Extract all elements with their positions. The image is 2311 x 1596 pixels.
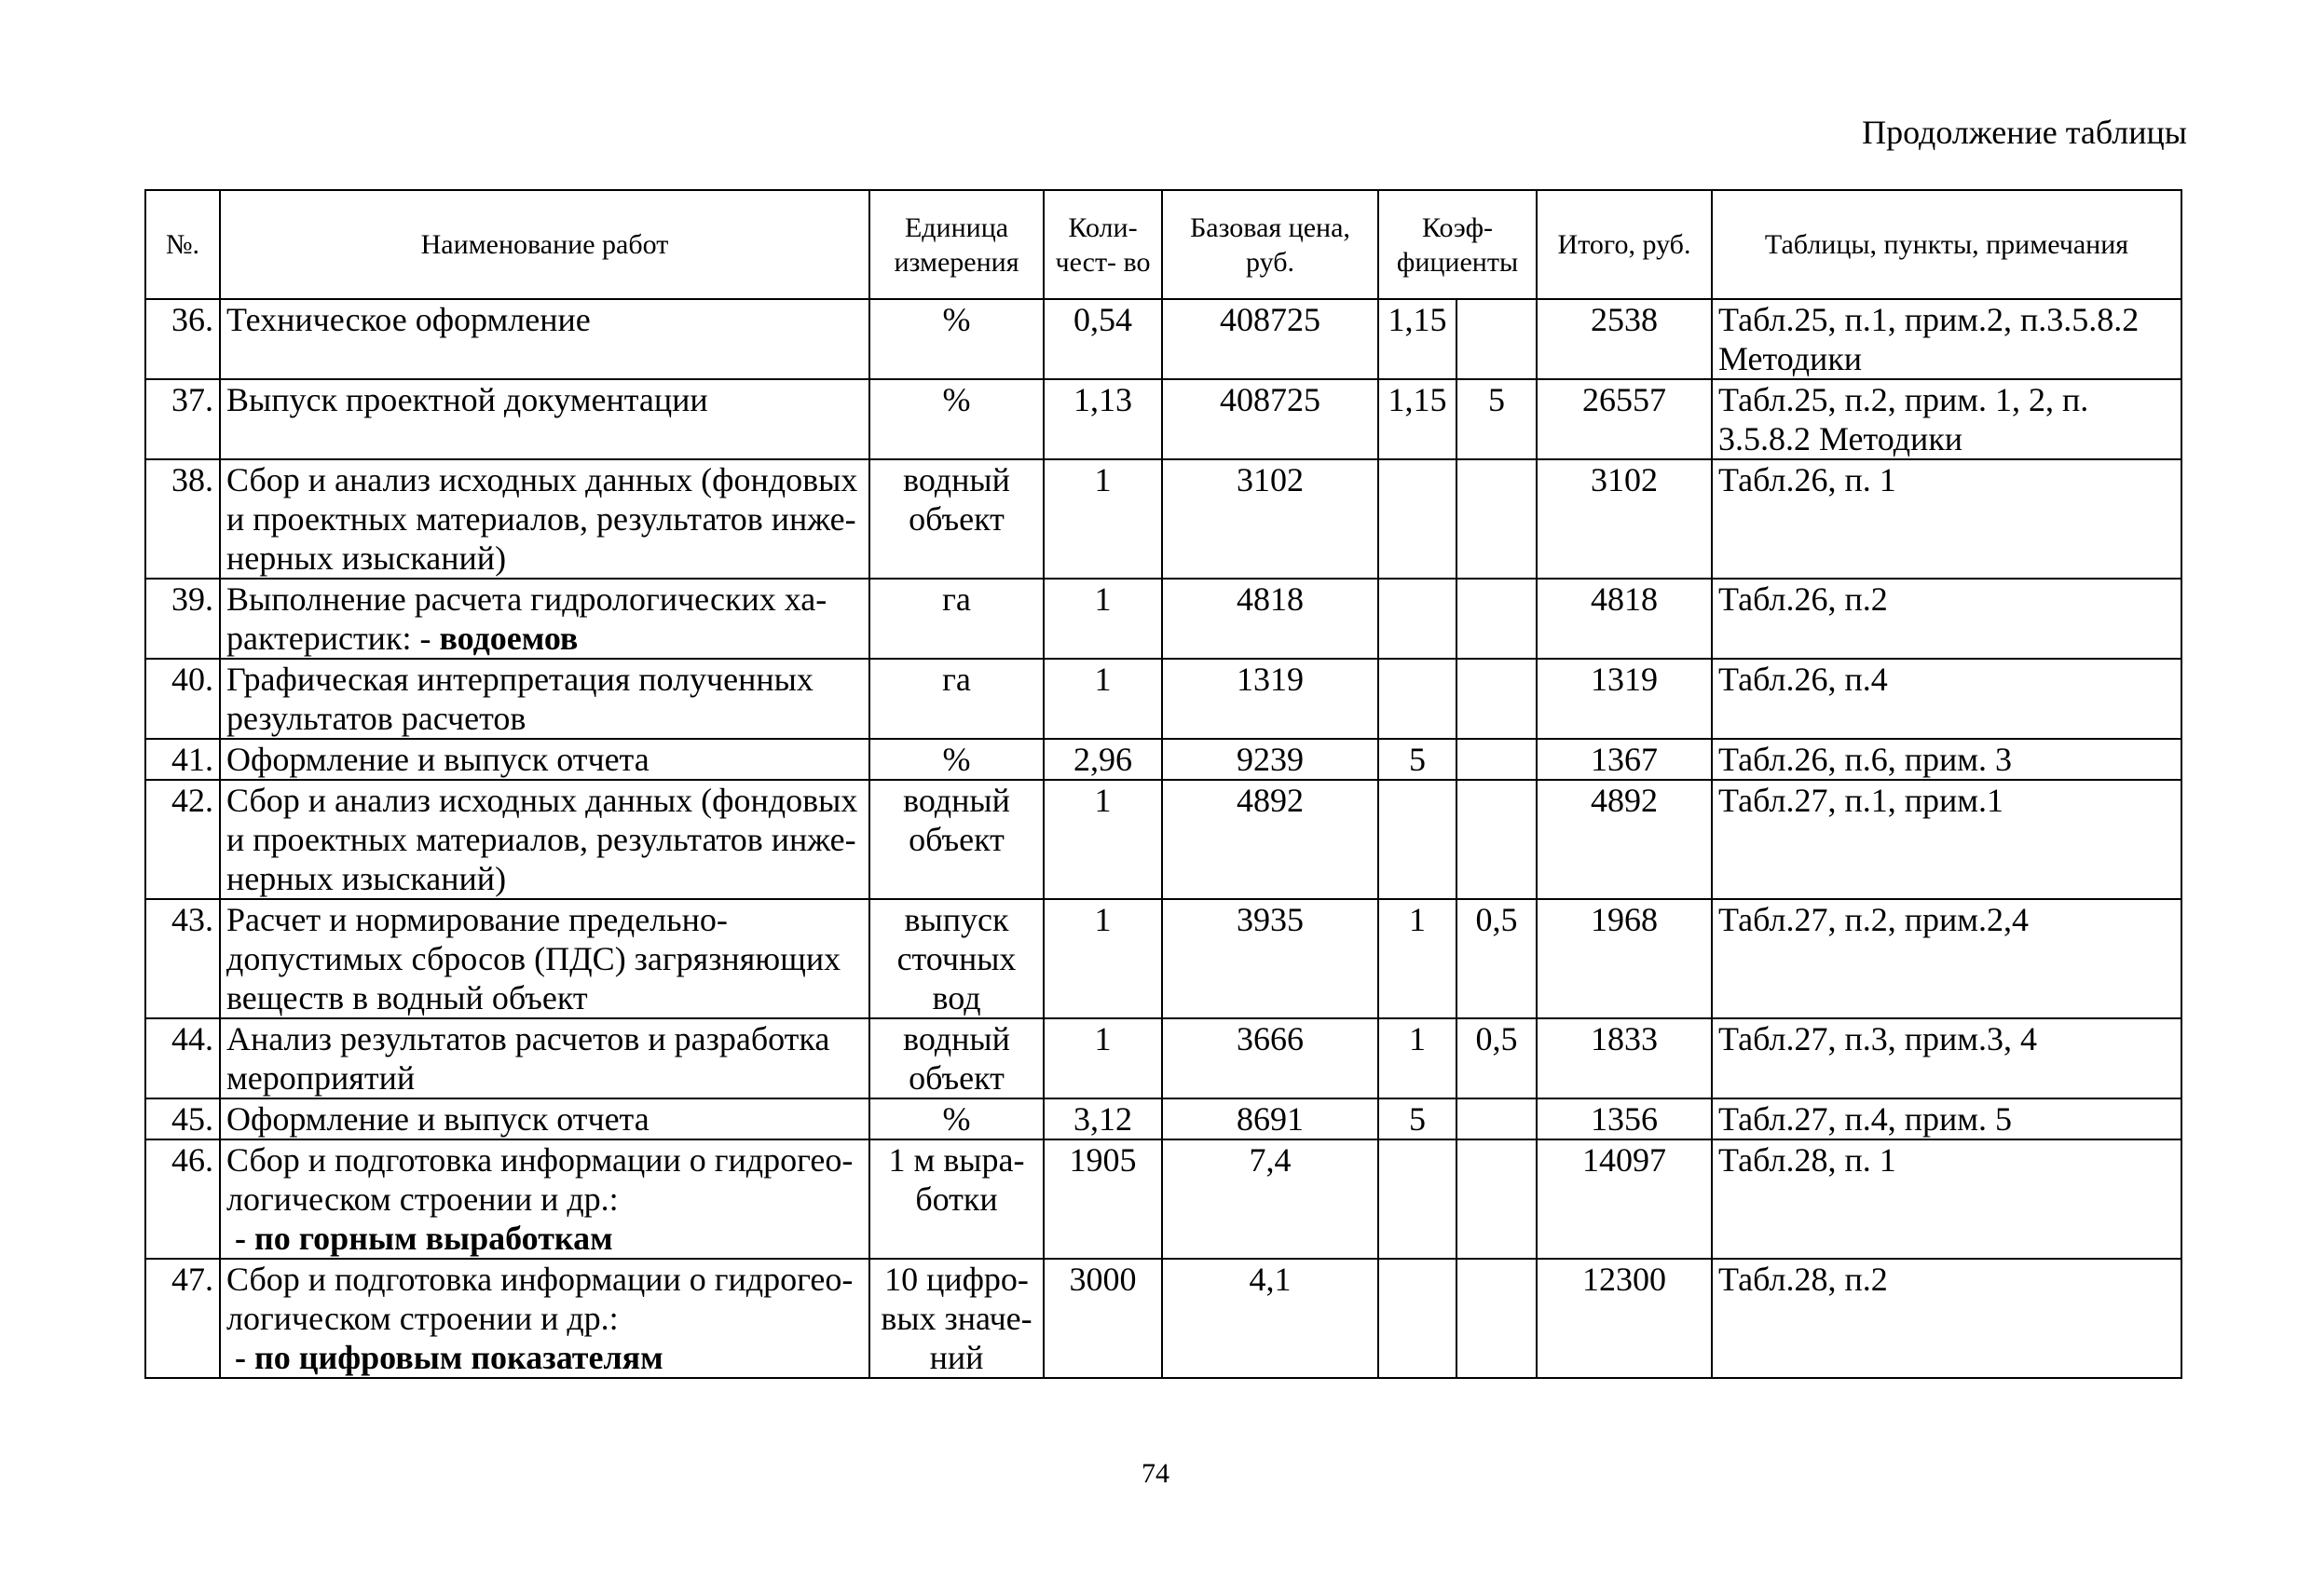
cell-coef-2 xyxy=(1456,659,1537,739)
cell-no: 39. xyxy=(145,579,220,659)
cell-unit: % xyxy=(869,379,1044,459)
cell-price: 4,1 xyxy=(1162,1259,1378,1378)
table-row xyxy=(145,780,2181,899)
cell-coef-1 xyxy=(1378,459,1456,579)
cell-total: 4818 xyxy=(1537,579,1712,659)
cell-coef-1 xyxy=(1378,659,1456,739)
cell-qty: 1 xyxy=(1044,659,1162,739)
cell-coef-2 xyxy=(1456,739,1537,780)
header-coefficients: Коэф- фициенты xyxy=(1378,190,1537,299)
cell-coef-2: 0,5 xyxy=(1456,1018,1537,1098)
work-name-emphasis: - по цифровым показателям xyxy=(235,1339,663,1376)
header-notes: Таблицы, пункты, примечания xyxy=(1712,190,2181,299)
cell-qty: 1 xyxy=(1044,579,1162,659)
cell-no: 47. xyxy=(145,1259,220,1378)
table-row xyxy=(145,899,2181,1018)
cell-price: 4818 xyxy=(1162,579,1378,659)
page-number: 74 xyxy=(1142,1458,1169,1489)
table-row xyxy=(145,1259,2181,1378)
cell-coef-1: 1 xyxy=(1378,1018,1456,1098)
cell-total: 12300 xyxy=(1537,1259,1712,1378)
cell-note: Табл.26, п.4 xyxy=(1712,659,2181,739)
table-row xyxy=(145,459,2181,579)
cell-total: 1367 xyxy=(1537,739,1712,780)
cell-coef-1: 1,15 xyxy=(1378,299,1456,379)
cell-no: 40. xyxy=(145,659,220,739)
cell-coef-2 xyxy=(1456,1139,1537,1259)
cell-total: 1319 xyxy=(1537,659,1712,739)
cell-note: Табл.25, п.1, прим.2, п.3.5.8.2 Методики xyxy=(1712,299,2181,379)
cell-coef-2 xyxy=(1456,780,1537,899)
table-row xyxy=(145,1139,2181,1259)
cell-total: 1968 xyxy=(1537,899,1712,1018)
cell-qty: 0,54 xyxy=(1044,299,1162,379)
table-row xyxy=(145,739,2181,780)
cell-note: Табл.27, п.1, прим.1 xyxy=(1712,780,2181,899)
cell-total: 1833 xyxy=(1537,1018,1712,1098)
cell-coef-1: 5 xyxy=(1378,1098,1456,1139)
table-row xyxy=(145,1018,2181,1098)
cell-total: 14097 xyxy=(1537,1139,1712,1259)
cell-qty: 1905 xyxy=(1044,1139,1162,1259)
cell-unit: % xyxy=(869,739,1044,780)
cell-coef-1 xyxy=(1378,1259,1456,1378)
cell-total: 2538 xyxy=(1537,299,1712,379)
cell-note: Табл.26, п. 1 xyxy=(1712,459,2181,579)
table-continuation-caption: Продолжение таблицы xyxy=(1862,114,2187,151)
cell-qty: 1 xyxy=(1044,1018,1162,1098)
header-qty: Коли- чест- во xyxy=(1044,190,1162,299)
cell-total: 4892 xyxy=(1537,780,1712,899)
cell-price: 8691 xyxy=(1162,1098,1378,1139)
table-row xyxy=(145,659,2181,739)
cell-no: 45. xyxy=(145,1098,220,1139)
cell-total: 3102 xyxy=(1537,459,1712,579)
table-row xyxy=(145,299,2181,379)
cell-note: Табл.27, п.3, прим.3, 4 xyxy=(1712,1018,2181,1098)
cell-unit: водный объект xyxy=(869,1018,1044,1098)
cell-price: 9239 xyxy=(1162,739,1378,780)
cell-name: Сбор и анализ исходных данных (фондовых и проектных материалов, результатов инже- нерных изысканий) xyxy=(220,459,869,579)
cell-coef-1 xyxy=(1378,1139,1456,1259)
table-row xyxy=(145,1098,2181,1139)
cell-coef-1: 1 xyxy=(1378,899,1456,1018)
cost-table xyxy=(144,189,2182,1379)
cell-coef-1 xyxy=(1378,579,1456,659)
cell-unit: % xyxy=(869,1098,1044,1139)
table-header-row xyxy=(145,190,2181,299)
cell-coef-1: 1,15 xyxy=(1378,379,1456,459)
cell-no: 38. xyxy=(145,459,220,579)
cell-total: 1356 xyxy=(1537,1098,1712,1139)
cell-coef-2 xyxy=(1456,299,1537,379)
cell-unit: % xyxy=(869,299,1044,379)
cell-name: Сбор и анализ исходных данных (фондовых и проектных материалов, результатов инже- нерных изысканий) xyxy=(220,780,869,899)
work-name-text: Выполнение расчета гидрологических ха- рактеристик: - xyxy=(226,580,827,657)
work-name-text: Сбор и подготовка информации о гидрогео- логическом строении и др.: xyxy=(226,1261,854,1337)
work-name-text: Сбор и подготовка информации о гидрогео- логическом строении и др.: xyxy=(226,1141,854,1218)
cell-no: 41. xyxy=(145,739,220,780)
cell-coef-2: 0,5 xyxy=(1456,899,1537,1018)
cell-coef-2: 5 xyxy=(1456,379,1537,459)
cell-price: 3102 xyxy=(1162,459,1378,579)
cell-qty: 1 xyxy=(1044,780,1162,899)
cell-price: 3666 xyxy=(1162,1018,1378,1098)
cell-coef-2 xyxy=(1456,579,1537,659)
cell-name: Выпуск проектной документации xyxy=(220,379,869,459)
table-row xyxy=(145,579,2181,659)
header-total: Итого, руб. xyxy=(1537,190,1712,299)
cell-no: 36. xyxy=(145,299,220,379)
cell-note: Табл.25, п.2, прим. 1, 2, п. 3.5.8.2 Методики xyxy=(1712,379,2181,459)
cell-coef-1 xyxy=(1378,780,1456,899)
header-unit: Единица измерения xyxy=(869,190,1044,299)
cell-name xyxy=(220,1259,869,1378)
cell-no: 42. xyxy=(145,780,220,899)
cell-qty: 1 xyxy=(1044,459,1162,579)
cell-price: 1319 xyxy=(1162,659,1378,739)
header-name: Наименование работ xyxy=(220,190,869,299)
work-name-emphasis: водоемов xyxy=(439,620,579,657)
cell-qty: 3,12 xyxy=(1044,1098,1162,1139)
cell-name: Техническое оформление xyxy=(220,299,869,379)
cell-coef-2 xyxy=(1456,459,1537,579)
cell-name: Оформление и выпуск отчета xyxy=(220,1098,869,1139)
cell-price: 408725 xyxy=(1162,379,1378,459)
cell-name xyxy=(220,579,869,659)
table-row xyxy=(145,379,2181,459)
cell-unit: га xyxy=(869,579,1044,659)
cell-note: Табл.28, п.2 xyxy=(1712,1259,2181,1378)
cell-coef-2 xyxy=(1456,1259,1537,1378)
cell-name: Оформление и выпуск отчета xyxy=(220,739,869,780)
work-name-emphasis: - по горным выработкам xyxy=(235,1220,613,1257)
cell-unit: водный объект xyxy=(869,459,1044,579)
cell-name xyxy=(220,1139,869,1259)
cell-total: 26557 xyxy=(1537,379,1712,459)
cell-unit: водный объект xyxy=(869,780,1044,899)
header-price: Базовая цена, руб. xyxy=(1162,190,1378,299)
cell-price: 4892 xyxy=(1162,780,1378,899)
cell-qty: 1,13 xyxy=(1044,379,1162,459)
cell-coef-2 xyxy=(1456,1098,1537,1139)
cell-qty: 1 xyxy=(1044,899,1162,1018)
header-no: №. xyxy=(145,190,220,299)
table-body xyxy=(145,299,2181,1378)
cell-name: Анализ результатов расчетов и разработка мероприятий xyxy=(220,1018,869,1098)
cell-name: Графическая интерпретация полученных результатов расчетов xyxy=(220,659,869,739)
cell-no: 37. xyxy=(145,379,220,459)
cell-note: Табл.27, п.2, прим.2,4 xyxy=(1712,899,2181,1018)
cell-price: 3935 xyxy=(1162,899,1378,1018)
cell-note: Табл.26, п.6, прим. 3 xyxy=(1712,739,2181,780)
cell-coef-1: 5 xyxy=(1378,739,1456,780)
cell-unit: 1 м выра- ботки xyxy=(869,1139,1044,1259)
cell-no: 44. xyxy=(145,1018,220,1098)
cell-no: 46. xyxy=(145,1139,220,1259)
cell-note: Табл.27, п.4, прим. 5 xyxy=(1712,1098,2181,1139)
cell-unit: га xyxy=(869,659,1044,739)
cell-qty: 3000 xyxy=(1044,1259,1162,1378)
cell-note: Табл.26, п.2 xyxy=(1712,579,2181,659)
cell-price: 7,4 xyxy=(1162,1139,1378,1259)
cell-unit: 10 цифро- вых значе- ний xyxy=(869,1259,1044,1378)
cell-name: Расчет и нормирование предельно- допустимых сбросов (ПДС) загрязняющих веществ в водный объект xyxy=(220,899,869,1018)
cell-price: 408725 xyxy=(1162,299,1378,379)
cell-note: Табл.28, п. 1 xyxy=(1712,1139,2181,1259)
cell-qty: 2,96 xyxy=(1044,739,1162,780)
cell-no: 43. xyxy=(145,899,220,1018)
cell-unit: выпуск сточных вод xyxy=(869,899,1044,1018)
